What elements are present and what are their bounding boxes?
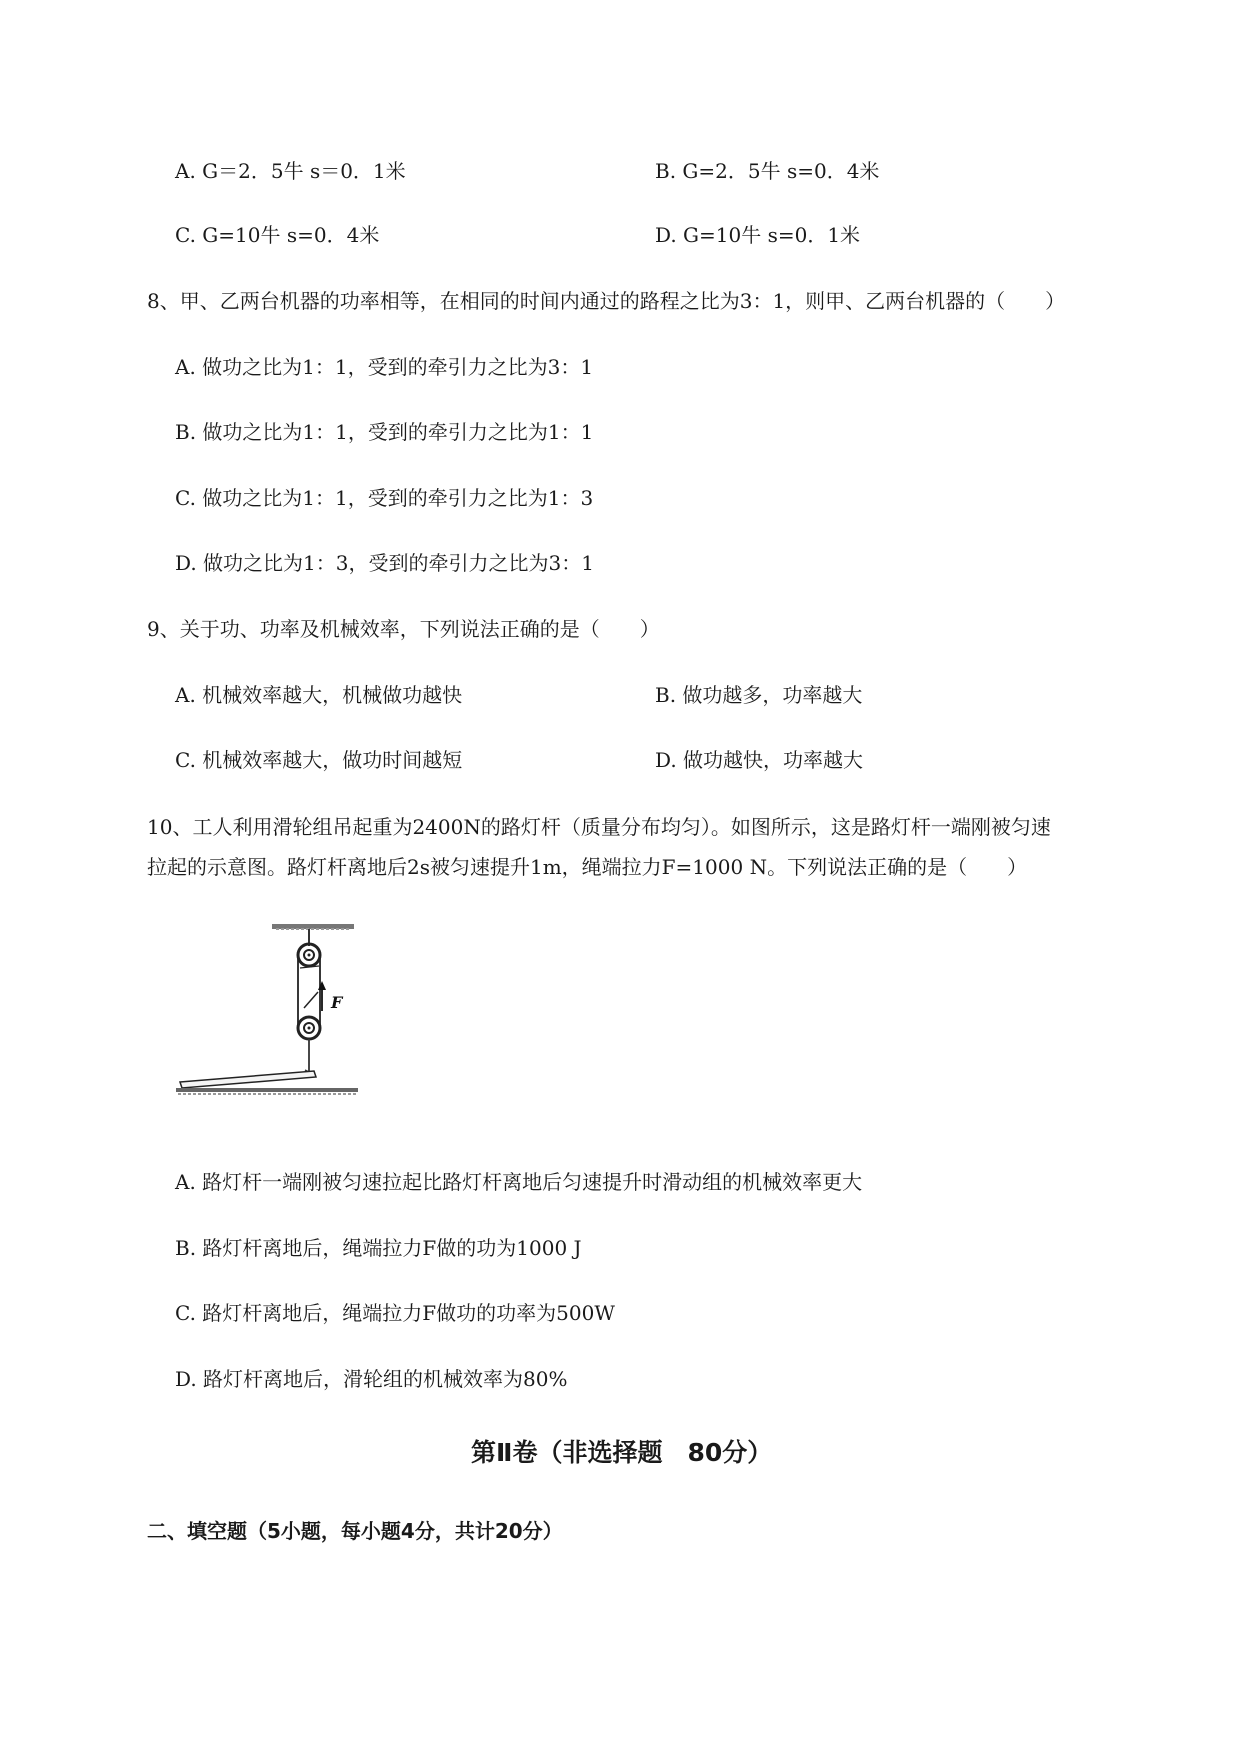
q10-stem-line1: 10、工人利用滑轮组吊起重为2400N的路灯杆（质量分布均匀）。如图所示，这是路灯杆一端刚被匀速: [147, 815, 1051, 839]
lamp-pole: [180, 1071, 316, 1088]
q9-option-c: C. 机械效率越大，做功时间越短: [175, 748, 463, 772]
q9-option-d: D. 做功越快，功率越大: [655, 748, 864, 772]
q8-option-d: D. 做功之比为1：3，受到的牵引力之比为3：1: [175, 551, 594, 575]
q10-option-a: A. 路灯杆一端刚被匀速拉起比路灯杆离地后匀速提升时滑动组的机械效率更大: [175, 1170, 863, 1194]
q7-option-b: B. G=2．5牛 s=0．4米: [655, 159, 880, 183]
q9-option-a: A. 机械效率越大，机械做功越快: [175, 683, 463, 707]
pulley-diagram: [172, 918, 362, 1118]
q8-stem: 8、甲、乙两台机器的功率相等，在相同的时间内通过的路程之比为3：1，则甲、乙两台机器的（ ）: [147, 289, 1066, 313]
force-label: F: [331, 993, 343, 1012]
q10-option-b: B. 路灯杆离地后，绳端拉力F做的功为1000 J: [175, 1236, 582, 1260]
q9-stem: 9、关于功、功率及机械效率，下列说法正确的是（ ）: [147, 617, 660, 641]
q8-option-b: B. 做功之比为1：1，受到的牵引力之比为1：1: [175, 420, 594, 444]
q7-option-d: D. G=10牛 s=0．1米: [655, 223, 861, 247]
part2-title: 第Ⅱ卷（非选择题 80分）: [471, 1438, 773, 1467]
q8-option-a: A. 做功之比为1：1，受到的牵引力之比为3：1: [175, 355, 594, 379]
q10-stem-line2: 拉起的示意图。路灯杆离地后2s被匀速提升1m，绳端拉力F=1000 N。下列说法正确的是（ ）: [147, 855, 1028, 879]
q8-option-c: C. 做功之比为1：1，受到的牵引力之比为1：3: [175, 486, 594, 510]
q10-option-d: D. 路灯杆离地后，滑轮组的机械效率为80%: [175, 1367, 568, 1391]
q9-option-b: B. 做功越多，功率越大: [655, 683, 863, 707]
part2-section-heading: 二、填空题（5小题，每小题4分，共计20分）: [147, 1519, 563, 1543]
q7-option-a: A. G＝2．5牛 s＝0．1米: [175, 159, 406, 183]
pulley-diagram-svg: [172, 918, 362, 1118]
ground: [176, 1088, 358, 1092]
q7-option-c: C. G=10牛 s=0．4米: [175, 223, 380, 247]
q10-option-c: C. 路灯杆离地后，绳端拉力F做功的功率为500W: [175, 1301, 615, 1325]
